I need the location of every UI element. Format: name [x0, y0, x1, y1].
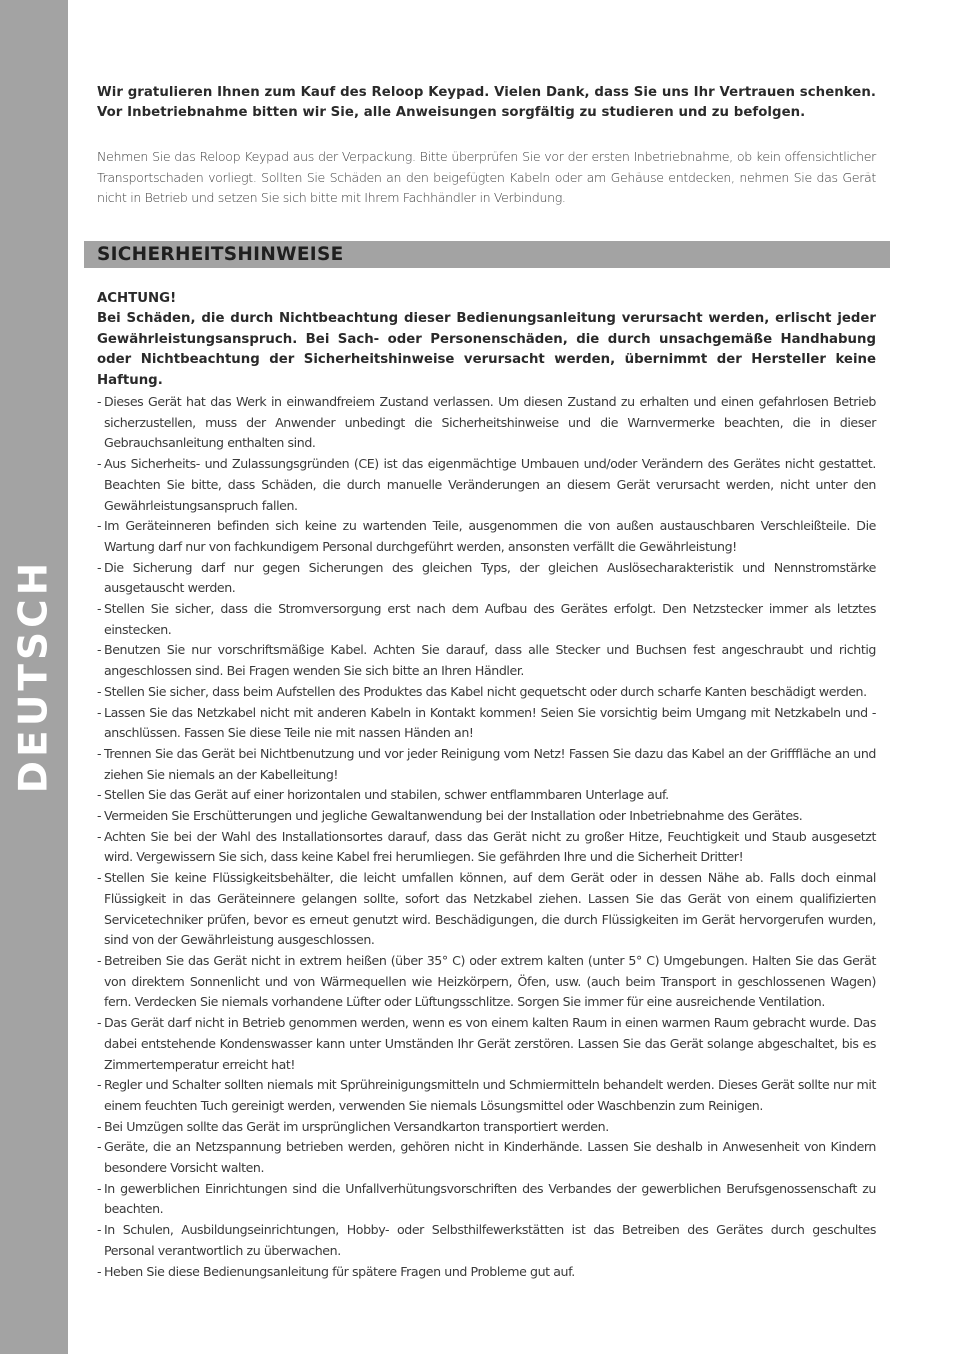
- intro-greeting: Wir gratulieren Ihnen zum Kauf des Reloop Keypad. Vielen Dank, dass Sie uns Ihr Vertrauen schenken. Vor Inbetriebnahme bitten wir Sie, alle Anweisungen sorgfältig zu studieren und zu befolgen.: [97, 85, 876, 120]
- safety-rule: - Benutzen Sie nur vorschriftsmäßige Kabel. Achten Sie darauf, dass alle Stecker und Buchsen fest angeschraubt und richtig angeschlossen sind. Bei Fragen wenden Sie sich bitte an Ihren Händler.: [97, 640, 876, 681]
- section-title: SICHERHEITSHINWEISE: [97, 244, 344, 265]
- safety-rule: - Geräte, die an Netzspannung betrieben werden, gehören nicht in Kinderhände. Lassen Sie deshalb in Anwesenheit von Kindern besondere Vorsicht walten.: [97, 1137, 876, 1178]
- safety-rule: - Im Geräteinneren befinden sich keine zu wartenden Teile, ausgenommen die von außen austauschbaren Verschleißteile. Die Wartung darf nur von fachkundigem Personal durchgeführt werden, ansonsten verfällt die Gewährleistung!: [97, 516, 876, 557]
- intro-section: [97, 83, 876, 209]
- safety-rule: - In Schulen, Ausbildungseinrichtungen, Hobby- oder Selbsthilfewerkstätten ist das Betreiben des Gerätes durch geschultes Personal verantwortlich zu überwachen.: [97, 1220, 876, 1261]
- safety-rule: - Bei Umzügen sollte das Gerät im ursprünglichen Versandkarton transportiert werden.: [97, 1117, 876, 1138]
- safety-rule: - Heben Sie diese Bedienungsanleitung für spätere Fragen und Probleme gut auf.: [97, 1262, 876, 1283]
- warning-text: Bei Schäden, die durch Nichtbeachtung dieser Bedienungsanleitung verursacht werden, erlischt jeder Gewährleistungsanspruch. Bei Sach- oder Personenschäden, die durch unsachgemäße Handhabung oder Nichtbeachtung der Sicherheitshinweise verursacht werden, übernimmt der Hersteller keine Haftung.: [97, 311, 876, 388]
- safety-rule: - Stellen Sie sicher, dass die Stromversorgung erst nach dem Aufbau des Gerätes erfolgt. Den Netzstecker immer als letztes einstecken.: [97, 599, 876, 640]
- safety-rule: - Stellen Sie sicher, dass beim Aufstellen des Produktes das Kabel nicht gequetscht oder durch scharfe Kanten beschädigt werden.: [97, 682, 876, 703]
- language-side-tab: [0, 0, 68, 1354]
- intro-paragraph: Nehmen Sie das Reloop Keypad aus der Verpackung. Bitte überprüfen Sie vor der ersten Inbetriebnahme, ob kein offensichtlicher Transportschaden vorliegt. Sollten Sie Schäden an den beigefügten Kabeln oder am Gehäuse entdecken, nehmen Sie das Gerät nicht in Betrieb und setzen Sie sich bitte mit Ihrem Fachhändler in Verbindung.: [97, 149, 876, 205]
- safety-rule: - Vermeiden Sie Erschütterungen und jegliche Gewaltanwendung bei der Installation oder Inbetriebnahme des Gerätes.: [97, 806, 876, 827]
- safety-rule: - Regler und Schalter sollten niemals mit Sprühreinigungsmitteln und Schmiermitteln behandelt werden. Dieses Gerät sollte nur mit einem feuchten Tuch gereinigt werden, verwenden Sie niemals Lösungsmittel oder Waschbenzin zum Reinigen.: [97, 1075, 876, 1116]
- warning-block: [97, 289, 876, 391]
- safety-rule: - Stellen Sie keine Flüssigkeitsbehälter, die leicht umfallen können, auf dem Gerät oder in dessen Nähe ab. Falls doch einmal Flüssigkeit in das Geräteinnere gelangen sollte, sofort das Netzkabel ziehen. Lassen Sie das Gerät von einem qualifizierten Servicetechniker prüfen, bevor es erneut genutzt wird. Beschädigungen, die durch Flüssigkeiten im Gerät hervorgerufen wurden, sind von der Gewährleistung ausgeschlossen.: [97, 868, 876, 951]
- section-header-bar: [84, 241, 890, 268]
- safety-rule: - Dieses Gerät hat das Werk in einwandfreiem Zustand verlassen. Um diesen Zustand zu erhalten und einen gefahrlosen Betrieb sicherzustellen, muss der Anwender unbedingt die Sicherheitshinweise und die Warnvermerke beachten, die in dieser Gebrauchsanleitung enthalten sind.: [97, 392, 876, 454]
- safety-rule: - Aus Sicherheits- und Zulassungsgründen (CE) ist das eigenmächtige Umbauen und/oder Verändern des Gerätes nicht gestattet. Beachten Sie bitte, dass Schäden, die durch manuelle Veränderungen an diesem Gerät verursacht werden, nicht unter den Gewährleistungsanspruch fallen.: [97, 454, 876, 516]
- safety-rule: - Die Sicherung darf nur gegen Sicherungen des gleichen Typs, der gleichen Auslösecharakteristik und Nennstromstärke ausgetauscht werden.: [97, 558, 876, 599]
- safety-rule: - Trennen Sie das Gerät bei Nichtbenutzung und vor jeder Reinigung vom Netz! Fassen Sie dazu das Kabel an der Grifffläche an und ziehen Sie niemals an der Kabelleitung!: [97, 744, 876, 785]
- warning-title: ACHTUNG!: [97, 291, 177, 306]
- safety-rule: - Betreiben Sie das Gerät nicht in extrem heißen (über 35° C) oder extrem kalten (unter 5° C) Umgebungen. Halten Sie das Gerät von direktem Sonnenlicht und von Wärmequellen wie Heizkörpern, Öfen, usw. (auch beim Transport in geschlossenen Wagen) fern. Verdecken Sie niemals vorhandene Lüfter oder Lüftungsschlitze. Sorgen Sie immer für eine ausreichende Ventilation.: [97, 951, 876, 1013]
- safety-rule: - Das Gerät darf nicht in Betrieb genommen werden, wenn es von einem kalten Raum in einen warmen Raum gebracht wurde. Das dabei entstehende Kondenswasser kann unter Umständen Ihr Gerät zerstören. Lassen Sie das Gerät solange abgeschaltet, bis es Zimmertemperatur erreicht hat!: [97, 1013, 876, 1075]
- safety-rule: - Stellen Sie das Gerät auf einer horizontalen und stabilen, schwer entflammbaren Unterlage auf.: [97, 785, 876, 806]
- safety-rule: - Lassen Sie das Netzkabel nicht mit anderen Kabeln in Kontakt kommen! Seien Sie vorsichtig beim Umgang mit Netzkabeln und -anschlüssen. Fassen Sie diese Teile nie mit nassen Händen an!: [97, 703, 876, 744]
- safety-rule: - Achten Sie bei der Wahl des Installationsortes darauf, dass das Gerät nicht zu großer Hitze, Feuchtigkeit und Staub ausgesetzt wird. Vergewissern Sie sich, dass keine Kabel frei herumliegen. Sie gefährden Ihre und die Sicherheit Dritter!: [97, 827, 876, 868]
- language-label: DEUTSCH: [11, 558, 57, 794]
- safety-rules-list: [97, 392, 876, 1282]
- safety-rule: - In gewerblichen Einrichtungen sind die Unfallverhütungsvorschriften des Verbandes der gewerblichen Berufsgenossenschaft zu beachten.: [97, 1179, 876, 1220]
